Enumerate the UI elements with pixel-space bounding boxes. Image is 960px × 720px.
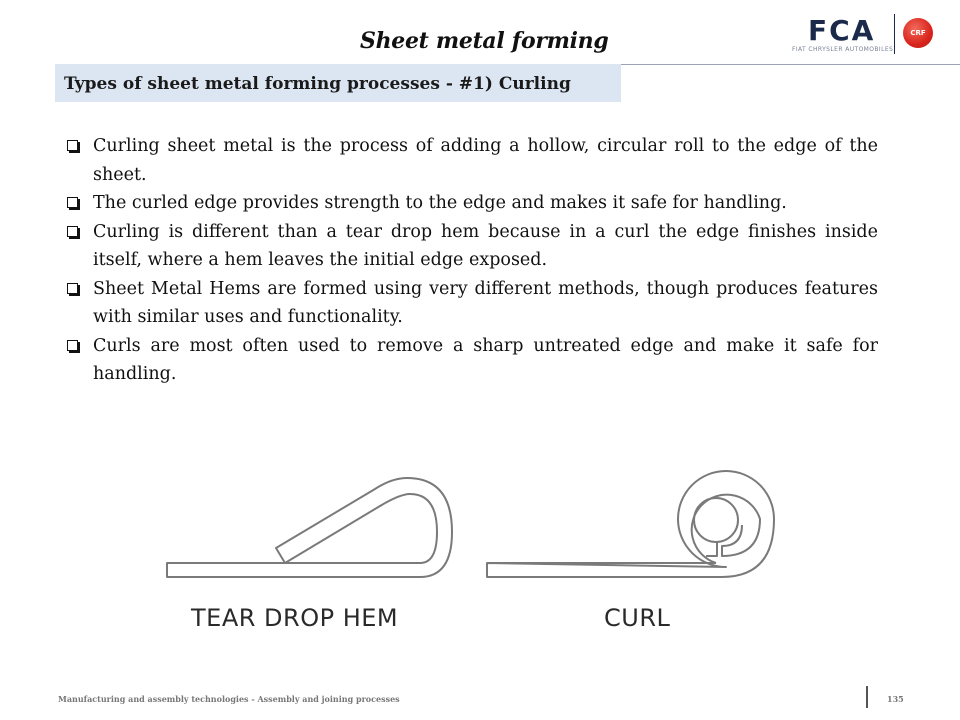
fca-logo [790,12,940,58]
curl-inner-roll [692,495,760,563]
page-number: 135 [887,694,904,704]
checkbox-bullet-icon [67,340,78,351]
checkbox-bullet-icon [67,226,78,237]
checkbox-bullet-icon [67,283,78,294]
tear-drop-hem-shape [167,478,452,577]
tear-drop-hem-label: TEAR DROP HEM [191,604,399,632]
bullet-text: Curling is different than a tear drop hem because in a curl the edge finishes inside itself, where a hem leaves the initial edge exposed. [93,221,878,270]
bullet-item [65,275,878,332]
fca-logo-subtitle: FIAT CHRYSLER AUTOMOBILES [792,46,894,53]
header-rule [620,64,960,65]
curl-shape [487,471,774,577]
curl-inner-circle [694,498,738,542]
checkbox-bullet-icon [67,140,78,151]
bullet-text: Curls are most often used to remove a sharp untreated edge and make it safe for handling. [93,335,878,384]
footer-text: Manufacturing and assembly technologies - Assembly and joining processes [58,694,400,704]
bullet-item [65,332,878,389]
bullet-item [65,132,878,189]
bullet-list [65,132,878,389]
section-heading: Types of sheet metal forming processes - #1) Curling [55,64,621,102]
checkbox-bullet-icon [67,197,78,208]
slide-title: Sheet metal forming [360,28,609,54]
bullet-text: The curled edge provides strength to the edge and makes it safe for handling. [93,193,787,213]
curl-tip [706,542,717,556]
bullet-item [65,189,878,218]
bullet-text: Sheet Metal Hems are formed using very different methods, though produces features with similar uses and functionality. [93,278,878,327]
bullet-item [65,218,878,275]
logo-divider [894,14,895,54]
footer-divider [866,686,868,708]
curl-label: CURL [604,604,671,632]
bullet-text: Curling sheet metal is the process of adding a hollow, circular roll to the edge of the sheet. [93,136,878,185]
fca-logo-wordmark: FCA [808,14,876,47]
crf-badge-icon: CRF [903,18,933,48]
